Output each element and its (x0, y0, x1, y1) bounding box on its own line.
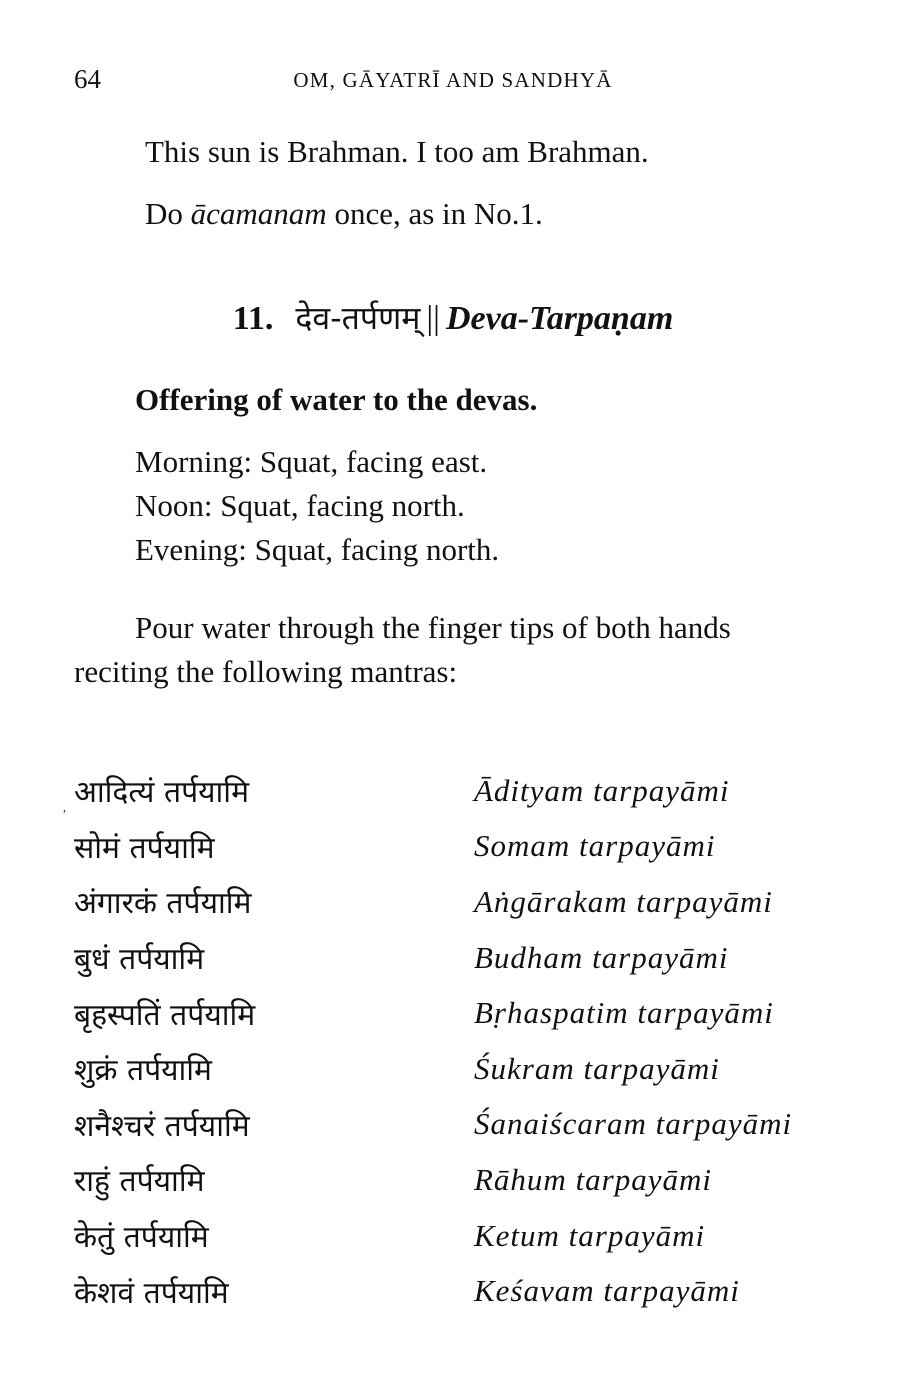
mantra-sanskrit: शुक्रं तर्पयामि (74, 1053, 212, 1089)
mantra-list (74, 763, 854, 1319)
mantra-row (74, 1208, 854, 1264)
mantra-row (74, 819, 854, 875)
section-heading (0, 296, 906, 339)
instruction-paragraph (74, 606, 854, 694)
mantra-transliteration: Ādityam tarpayāmi (474, 772, 730, 808)
intro-line-2 (145, 192, 543, 236)
times-list (135, 440, 499, 572)
mantra-sanskrit: केतुं तर्पयामि (74, 1220, 209, 1256)
intro-line-1: This sun is Brahman. I too am Brahman. (145, 134, 649, 169)
mantra-transliteration: Budham tarpayāmi (474, 939, 729, 975)
running-head: OM, GĀYATRĪ AND SANDHYĀ (293, 68, 613, 92)
instruction-line-2: reciting the following mantras: (74, 654, 458, 689)
mantra-transliteration: Śanaiścaram tarpayāmi (474, 1106, 793, 1142)
mantra-sanskrit: अंगारकं तर्पयामि (74, 886, 252, 922)
mantra-sanskrit: केशवं तर्पयामि (74, 1275, 229, 1311)
mantra-transliteration: Ketum tarpayāmi (474, 1217, 706, 1253)
mantra-sanskrit: सोमं तर्पयामि (74, 830, 215, 866)
instruction-line-1: Pour water through the finger tips of both hands (135, 610, 731, 645)
stray-mark: , (63, 800, 66, 814)
mantra-sanskrit: आदित्यं तर्पयामि (74, 775, 250, 811)
time-morning: Morning: Squat, facing east. (135, 444, 488, 479)
mantra-transliteration: Bṛhaspatim tarpayāmi (474, 995, 774, 1031)
section-subtitle: Offering of water to the devas. (135, 382, 538, 417)
section-title-transliteration: Deva-Tarpaṇam (445, 300, 674, 337)
mantra-row (74, 1152, 854, 1208)
mantra-row (74, 930, 854, 986)
mantra-sanskrit: बुधं तर्पयामि (74, 942, 205, 978)
mantra-sanskrit: शनैश्चरं तर्पयामि (74, 1108, 250, 1144)
acamanam-term: ācamanam (190, 196, 327, 231)
intro-line-2-suffix: once, as in No.1. (326, 196, 543, 231)
time-noon: Noon: Squat, facing north. (135, 488, 465, 523)
page-number: 64 (74, 64, 101, 94)
mantra-transliteration: Śukram tarpayāmi (474, 1050, 720, 1086)
time-evening: Evening: Squat, facing north. (135, 532, 500, 567)
mantra-row (74, 1097, 854, 1153)
mantra-transliteration: Aṅgārakam tarpayāmi (474, 883, 773, 919)
mantra-sanskrit: बृहस्पतिं तर्पयामि (74, 997, 256, 1033)
mantra-transliteration: Somam tarpayāmi (474, 828, 716, 864)
mantra-row (74, 1041, 854, 1097)
mantra-row (74, 985, 854, 1041)
mantra-row (74, 1263, 854, 1319)
section-number: 11. (232, 300, 274, 337)
section-separator: || (426, 300, 440, 337)
intro-line-2-prefix: Do (145, 196, 191, 231)
mantra-row (74, 763, 854, 819)
mantra-row (74, 874, 854, 930)
mantra-sanskrit: राहुं तर्पयामि (74, 1164, 205, 1200)
section-title-devanagari: देव-तर्पणम् (295, 299, 421, 337)
mantra-transliteration: Keśavam tarpayāmi (474, 1273, 740, 1309)
mantra-transliteration: Rāhum tarpayāmi (474, 1161, 713, 1197)
